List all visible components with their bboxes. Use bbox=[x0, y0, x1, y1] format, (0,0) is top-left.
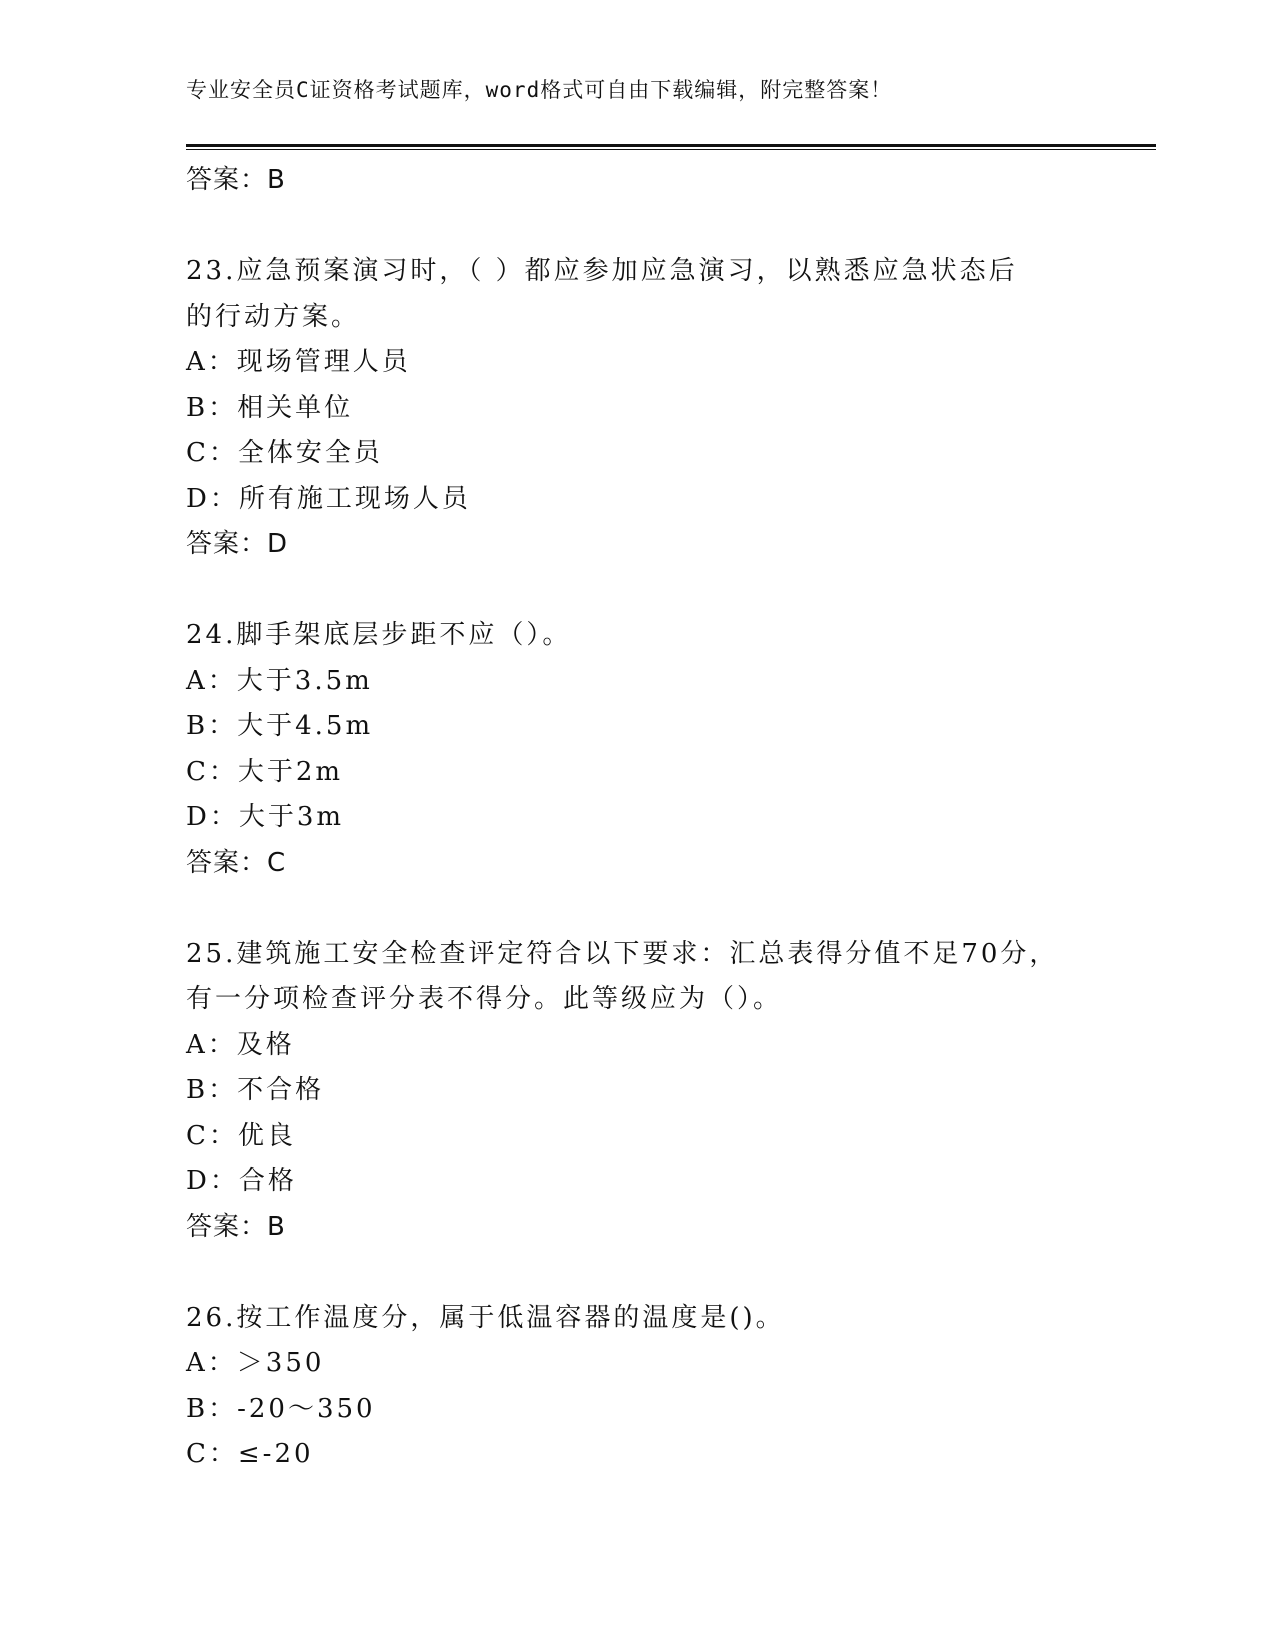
spacer bbox=[186, 568, 1086, 614]
header-divider bbox=[186, 144, 1156, 150]
question-stem: 有一分项检查评分表不得分。此等级应为（）。 bbox=[186, 984, 783, 1014]
option-b: B：相关单位 bbox=[186, 392, 354, 423]
option-a: A：现场管理人员 bbox=[186, 347, 411, 377]
question-stem: 的行动方案。 bbox=[186, 301, 361, 332]
answer-line: 答案：B bbox=[186, 165, 286, 195]
question-stem: 23.应急预案演习时，（ ）都应参加应急演习，以熟悉应急状态后 bbox=[186, 256, 1018, 286]
question-stem: 24.脚手架底层步距不应（）。 bbox=[186, 620, 572, 650]
question-23 bbox=[186, 249, 1086, 568]
question-26 bbox=[186, 1296, 1086, 1478]
answer-line: 答案：D bbox=[186, 529, 289, 559]
option-d: D：所有施工现场人员 bbox=[186, 483, 471, 514]
option-c: C：优良 bbox=[186, 1120, 296, 1151]
option-c: C：全体安全员 bbox=[186, 438, 383, 468]
answer-line: 答案：C bbox=[186, 847, 287, 878]
option-b: B：不合格 bbox=[186, 1075, 325, 1105]
page-header: 专业安全员C证资格考试题库，word格式可自由下载编辑，附完整答案！ bbox=[186, 78, 893, 102]
spacer bbox=[186, 886, 1086, 932]
option-b: B：-20～350 bbox=[186, 1393, 376, 1424]
option-b: B：大于4.5m bbox=[186, 711, 374, 741]
spacer bbox=[186, 1250, 1086, 1296]
option-a: A：大于3.5m bbox=[186, 665, 373, 696]
option-a: A：及格 bbox=[186, 1029, 295, 1060]
question-list bbox=[186, 158, 1086, 1478]
question-stem: 26.按工作温度分，属于低温容器的温度是()。 bbox=[186, 1302, 785, 1333]
option-c: C：大于2m bbox=[186, 756, 344, 787]
answer-line: 答案：B bbox=[186, 1211, 286, 1242]
option-d: D：大于3m bbox=[186, 802, 345, 832]
option-a: A：＞350 bbox=[186, 1348, 325, 1378]
option-c: C：≤-20 bbox=[186, 1439, 314, 1469]
question-25 bbox=[186, 932, 1086, 1251]
spacer bbox=[186, 204, 1086, 250]
question-stem: 25.建筑施工安全检查评定符合以下要求：汇总表得分值不足70分， bbox=[186, 938, 1059, 969]
option-d: D：合格 bbox=[186, 1166, 297, 1196]
question-24 bbox=[186, 613, 1086, 886]
